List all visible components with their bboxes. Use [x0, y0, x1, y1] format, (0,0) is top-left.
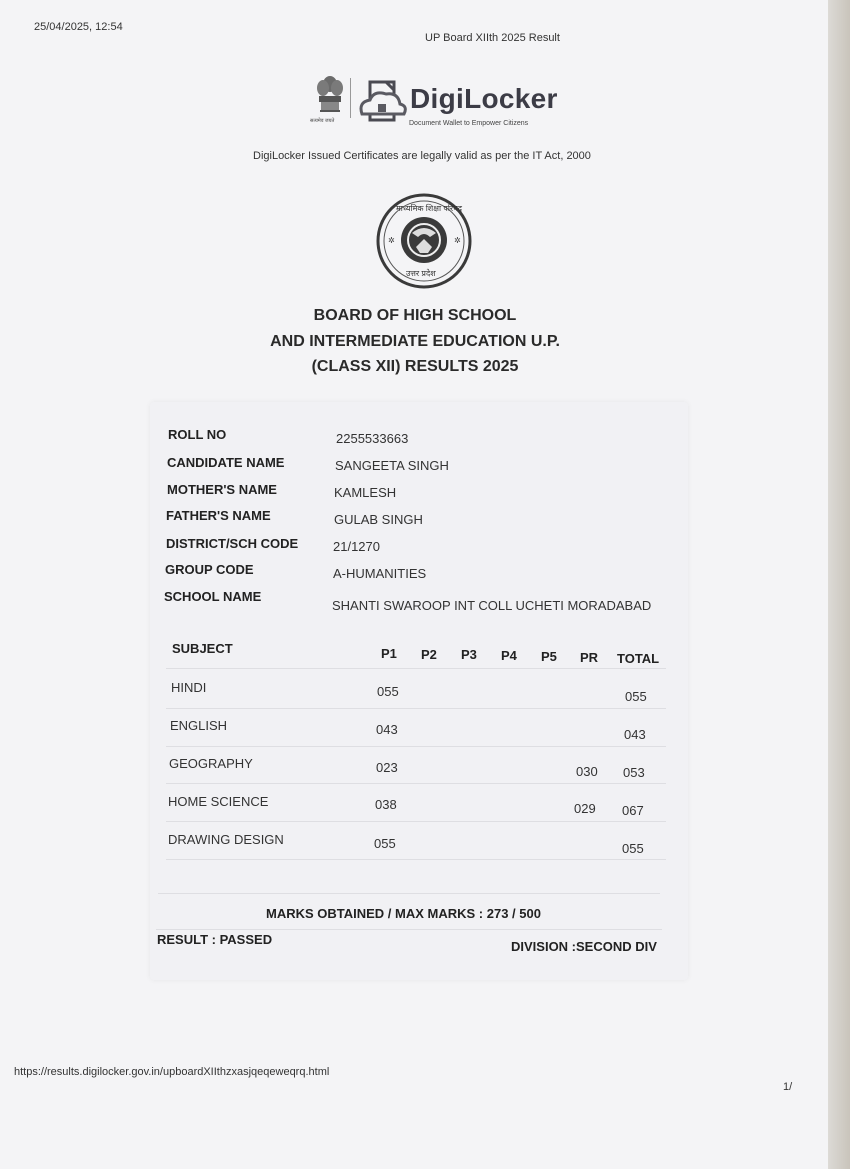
subject-cell: HOME SCIENCE [168, 794, 269, 809]
total-cell: 067 [622, 803, 644, 818]
print-url: https://results.digilocker.gov.in/upboardXIIthzxasjqeqeweqrq.html [14, 1066, 330, 1078]
fathers-name-value: GULAB SINGH [334, 512, 423, 527]
col-header-p3: P3 [461, 647, 477, 662]
district-sch-code-label: DISTRICT/SCH CODE [166, 536, 299, 551]
seal-bottom-text: उत्तर प्रदेश [406, 269, 436, 278]
division: DIVISION :SECOND DIV [511, 939, 657, 954]
roll-no-value: 2255533663 [336, 431, 409, 446]
col-header-total: TOTAL [617, 651, 660, 666]
col-header-pr: PR [580, 650, 599, 665]
total-cell: 055 [622, 841, 644, 856]
subject-cell: DRAWING DESIGN [168, 832, 284, 847]
svg-text:✲: ✲ [388, 236, 395, 245]
school-name-label: SCHOOL NAME [164, 589, 262, 604]
digilocker-tagline: Document Wallet to Empower Citizens [409, 120, 529, 127]
print-datetime: 25/04/2025, 12:54 [34, 21, 123, 33]
svg-text:✲: ✲ [454, 236, 461, 245]
board-seal [376, 193, 472, 289]
fathers-name-label: FATHER'S NAME [166, 508, 271, 523]
pr-cell: 029 [574, 801, 596, 816]
total-cell: 053 [623, 765, 645, 780]
row-divider [166, 708, 666, 709]
district-sch-code-value: 21/1270 [333, 539, 380, 554]
candidate-name-label: CANDIDATE NAME [167, 455, 285, 470]
p1-cell: 038 [375, 797, 397, 812]
mothers-name-value: KAMLESH [334, 485, 397, 500]
print-page-title: UP Board XIIth 2025 Result [425, 32, 560, 44]
col-header-p2: P2 [421, 647, 437, 662]
header-divider [166, 668, 666, 669]
mothers-name-label: MOTHER'S NAME [167, 482, 277, 497]
marks-obtained: MARKS OBTAINED / MAX MARKS : 273 / 500 [266, 906, 541, 921]
p1-cell: 055 [374, 836, 396, 851]
logo-divider [350, 78, 351, 118]
row-divider [166, 821, 666, 822]
summary-divider [158, 893, 660, 894]
legal-notice: DigiLocker Issued Certificates are legally valid as per the IT Act, 2000 [253, 150, 591, 162]
group-code-value: A-HUMANITIES [333, 566, 427, 581]
p1-cell: 043 [376, 722, 398, 737]
group-code-label: GROUP CODE [165, 562, 254, 577]
paper-edge [828, 0, 850, 1169]
print-page-number: 1/ [783, 1081, 793, 1093]
title-line-2: AND INTERMEDIATE EDUCATION U.P. [270, 333, 560, 350]
col-header-p4: P4 [501, 648, 517, 663]
digilocker-cloud-icon [356, 80, 408, 128]
subject-cell: ENGLISH [170, 718, 228, 733]
pr-cell: 030 [576, 764, 598, 779]
col-header-p1: P1 [381, 646, 397, 661]
row-divider [166, 783, 666, 784]
summary-divider-2 [156, 929, 662, 930]
seal-top-text: माध्यमिक शिक्षा परिषद [396, 204, 463, 213]
total-cell: 055 [625, 689, 647, 704]
result-status: RESULT : PASSED [157, 932, 273, 947]
roll-no-label: ROLL NO [168, 427, 227, 442]
title-line-3: (CLASS XII) RESULTS 2025 [311, 358, 519, 375]
row-divider [166, 859, 666, 860]
emblem-caption: सत्यमेव जयते [310, 118, 335, 124]
school-name-value: SHANTI SWAROOP INT COLL UCHETI MORADABAD [332, 598, 652, 613]
col-header-p5: P5 [541, 649, 557, 664]
title-line-1: BOARD OF HIGH SCHOOL [313, 307, 517, 324]
row-divider [166, 746, 666, 747]
p1-cell: 055 [377, 684, 399, 699]
candidate-name-value: SANGEETA SINGH [335, 458, 449, 473]
p1-cell: 023 [376, 760, 398, 775]
total-cell: 043 [624, 727, 646, 742]
subject-cell: GEOGRAPHY [169, 756, 253, 771]
national-emblem-icon [312, 74, 348, 120]
col-header-subject: SUBJECT [172, 641, 233, 656]
subject-cell: HINDI [171, 680, 207, 695]
digilocker-wordmark: DigiLocker [410, 83, 558, 114]
